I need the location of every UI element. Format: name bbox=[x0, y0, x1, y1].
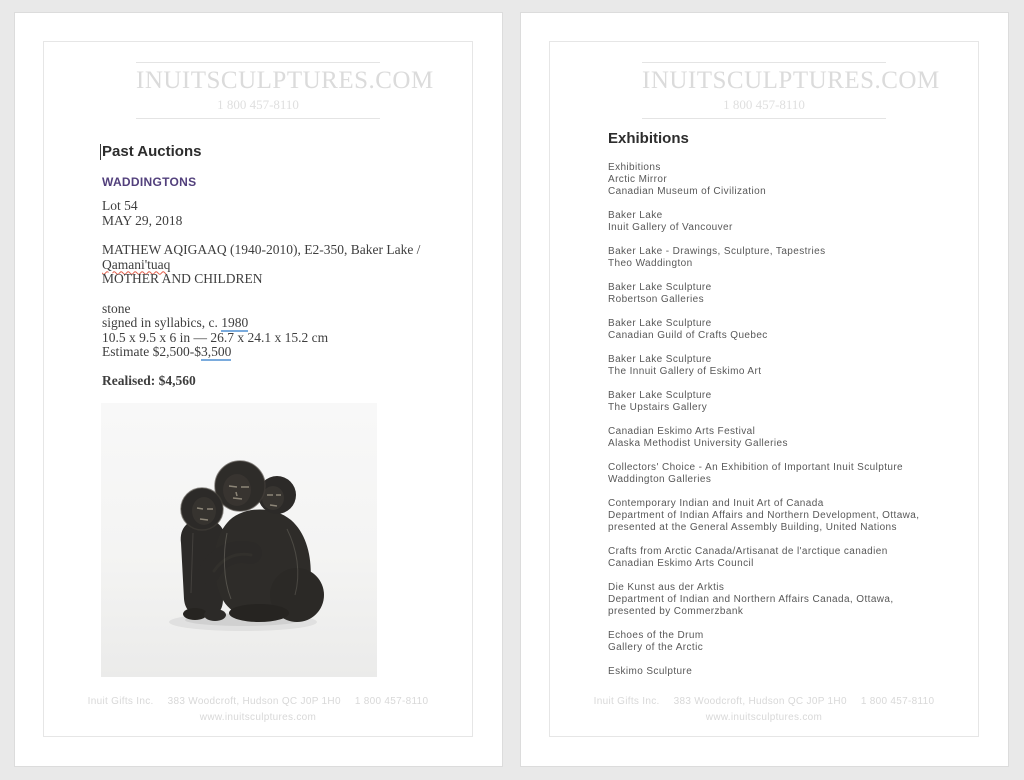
exhibition-entry bbox=[608, 546, 978, 570]
medium: stone bbox=[102, 300, 131, 316]
exhibition-entry bbox=[608, 498, 978, 534]
exhibition-entry bbox=[608, 246, 978, 270]
exhibition-entry bbox=[608, 582, 978, 618]
exhibition-line: Gallery of the Arctic bbox=[608, 642, 704, 653]
exhibition-line: Canadian Guild of Crafts Quebec bbox=[608, 330, 768, 341]
exhibition-entry bbox=[608, 390, 978, 414]
footer-company: Inuit Gifts Inc. bbox=[87, 696, 154, 707]
exhibition-line: Eskimo Sculpture bbox=[608, 666, 693, 677]
exhibition-line: The Upstairs Gallery bbox=[608, 402, 708, 413]
exhibition-line: Robertson Galleries bbox=[608, 294, 704, 305]
exhibition-entry bbox=[608, 318, 978, 342]
page-title bbox=[102, 143, 472, 161]
exhibition-line: presented by Commerzbank bbox=[608, 606, 744, 617]
site-logo: INUITSCULPTURES.COM bbox=[642, 67, 940, 94]
exhibition-line: Contemporary Indian and Inuit Art of Canada bbox=[608, 498, 824, 509]
exhibition-line: Department of Indian Affairs and Northern Development, Ottawa, bbox=[608, 510, 920, 521]
exhibition-entry bbox=[608, 210, 978, 234]
exhibition-line: Die Kunst aus der Arktis bbox=[608, 582, 725, 593]
exhibition-line: presented at the General Assembly Building, United Nations bbox=[608, 522, 897, 533]
exhibition-entry bbox=[608, 426, 978, 450]
exhibition-line: Canadian Eskimo Arts Festival bbox=[608, 426, 756, 437]
exhibition-line: Theo Waddington bbox=[608, 258, 693, 269]
exhibition-entry bbox=[608, 282, 978, 306]
site-header bbox=[642, 62, 940, 119]
right-document-window bbox=[520, 12, 1009, 767]
auction-house-label: WADDINGTONS bbox=[102, 175, 197, 189]
exhibition-line: Baker Lake Sculpture bbox=[608, 390, 712, 401]
exhibition-line: Department of Indian and Northern Affairs Canada, Ottawa, bbox=[608, 594, 894, 605]
footer-contact-line bbox=[44, 694, 472, 710]
footer-address: 383 Woodcroft, Hudson QC J0P 1H0 bbox=[167, 696, 341, 707]
exhibition-line: Canadian Eskimo Arts Council bbox=[608, 558, 754, 569]
exhibition-line: Alaska Methodist University Galleries bbox=[608, 438, 788, 449]
lot-info bbox=[102, 199, 472, 228]
work-details bbox=[102, 302, 472, 360]
signature-line: signed in syllabics, c. 1980 bbox=[102, 315, 249, 330]
sculpture-image bbox=[101, 403, 377, 677]
site-phone: 1 800 457-8110 bbox=[723, 97, 805, 112]
site-header bbox=[136, 62, 434, 119]
exhibition-entry bbox=[608, 354, 978, 378]
exhibition-line: Canadian Museum of Civilization bbox=[608, 186, 767, 197]
exhibition-entry bbox=[608, 162, 978, 198]
exhibition-entry bbox=[608, 666, 978, 678]
text-cursor bbox=[100, 144, 101, 160]
footer-address: 383 Woodcroft, Hudson QC J0P 1H0 bbox=[673, 696, 847, 707]
footer-phone: 1 800 457-8110 bbox=[860, 696, 935, 707]
exhibition-line: Baker Lake Sculpture bbox=[608, 354, 712, 365]
exhibitions-page bbox=[549, 41, 979, 737]
work-title: MOTHER AND CHILDREN bbox=[102, 271, 263, 286]
exhibition-line: Echoes of the Drum bbox=[608, 630, 704, 641]
realised-price: Realised: $4,560 bbox=[102, 372, 196, 388]
auction-date: MAY 29, 2018 bbox=[102, 212, 183, 228]
exhibition-line: Baker Lake bbox=[608, 210, 663, 221]
page-title: Exhibitions bbox=[608, 130, 689, 147]
exhibition-entry bbox=[608, 630, 978, 654]
site-phone: 1 800 457-8110 bbox=[217, 97, 299, 112]
exhibition-line: Baker Lake Sculpture bbox=[608, 318, 712, 329]
exhibition-line: Baker Lake - Drawings, Sculpture, Tapestries bbox=[608, 246, 826, 257]
footer-phone: 1 800 457-8110 bbox=[354, 696, 429, 707]
past-auctions-page bbox=[43, 41, 473, 737]
dimensions: 10.5 x 9.5 x 6 in — 26.7 x 24.1 x 15.2 cm bbox=[102, 329, 329, 345]
grammar-flagged-amount: 3,500 bbox=[200, 344, 232, 359]
misspelled-word: Qamani'tuaq bbox=[102, 256, 171, 272]
sculpture-illustration bbox=[101, 403, 377, 677]
page-footer bbox=[550, 694, 978, 726]
exhibition-line: Arctic Mirror bbox=[608, 174, 668, 185]
estimate-line: Estimate $2,500-$3,500 bbox=[102, 344, 232, 359]
grammar-flagged-year: 1980 bbox=[221, 315, 249, 330]
artist-community bbox=[102, 258, 472, 273]
page-title-label: Past Auctions bbox=[102, 143, 202, 160]
exhibitions-list bbox=[608, 162, 978, 678]
artist-line: MATHEW AQIGAAQ (1940-2010), E2-350, Baker Lake / bbox=[102, 242, 421, 257]
exhibition-line: The Innuit Gallery of Eskimo Art bbox=[608, 366, 762, 377]
site-logo: INUITSCULPTURES.COM bbox=[136, 67, 434, 94]
page-footer bbox=[44, 694, 472, 726]
lot-number: Lot 54 bbox=[102, 198, 138, 213]
exhibition-line: Crafts from Arctic Canada/Artisanat de l'arctique canadien bbox=[608, 546, 888, 557]
exhibition-line: Exhibitions bbox=[608, 162, 661, 173]
exhibition-line: Baker Lake Sculpture bbox=[608, 282, 712, 293]
footer-company: Inuit Gifts Inc. bbox=[593, 696, 660, 707]
left-document-window bbox=[14, 12, 503, 767]
footer-website: www.inuitsculptures.com bbox=[199, 712, 317, 723]
exhibition-line: Waddington Galleries bbox=[608, 474, 712, 485]
exhibition-line: Collectors' Choice - An Exhibition of Important Inuit Sculpture bbox=[608, 462, 904, 473]
exhibition-line: Inuit Gallery of Vancouver bbox=[608, 222, 733, 233]
exhibition-entry bbox=[608, 462, 978, 486]
footer-contact-line bbox=[550, 694, 978, 710]
footer-website: www.inuitsculptures.com bbox=[705, 712, 823, 723]
artist-info bbox=[102, 243, 472, 287]
